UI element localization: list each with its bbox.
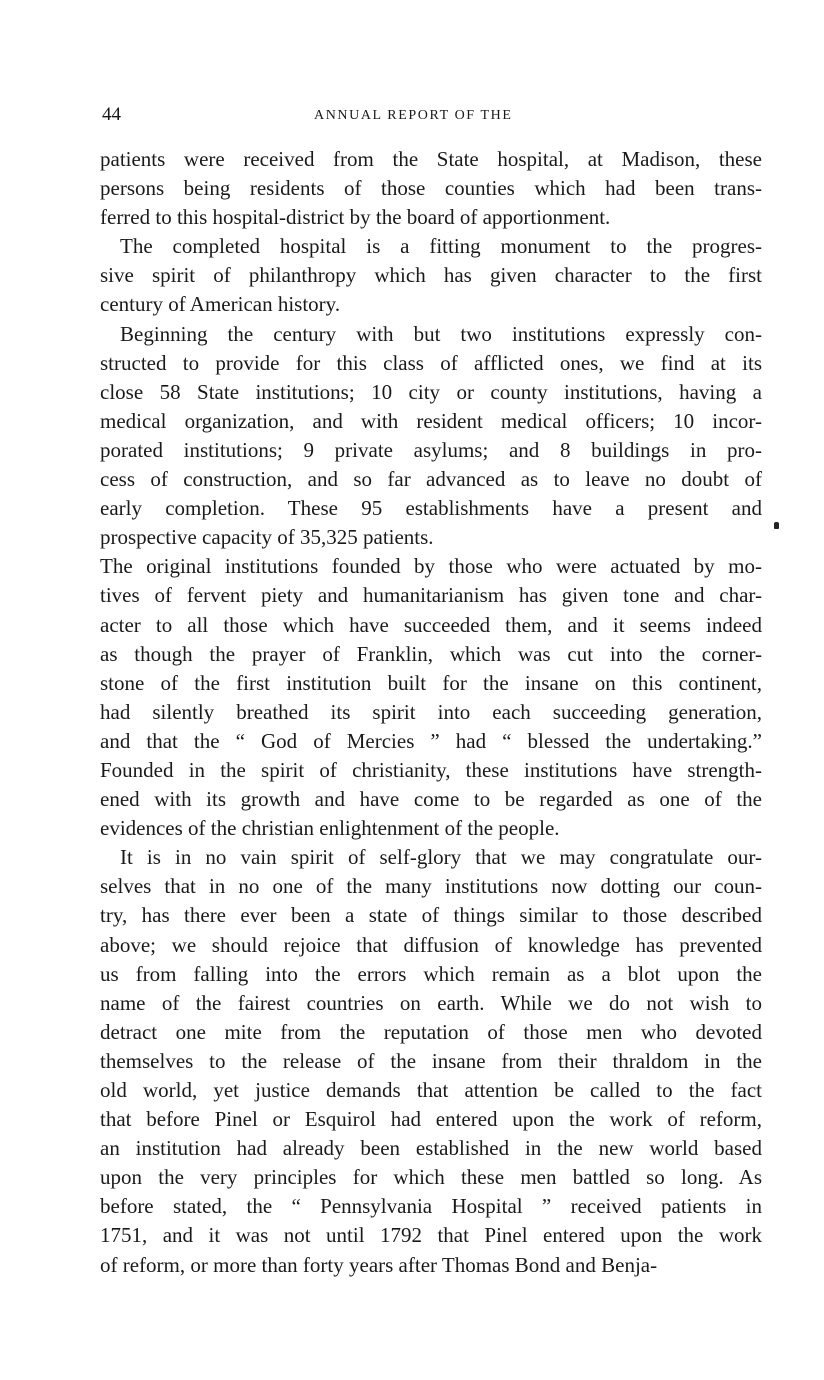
text-line: that before Pinel or Esquirol had entered upon the work of reform, — [100, 1107, 762, 1132]
text-line: Founded in the spirit of christianity, these institutions have strength- — [100, 757, 762, 782]
text-line: early completion. These 95 establishments have a present and — [100, 496, 762, 521]
text-line: ferred to this hospital-district by the board of apportionment. — [100, 205, 611, 230]
text-line: cess of construction, and so far advanced as to leave no doubt of — [100, 467, 762, 492]
text-line: an institution had already been established in the new world based — [100, 1136, 762, 1161]
text-line: us from falling into the errors which remain as a blot upon the — [100, 961, 762, 986]
page-header — [102, 100, 762, 130]
text-line: old world, yet justice demands that attention be called to the fact — [100, 1078, 762, 1102]
text-line: try, has there ever been a state of things similar to those described — [100, 903, 762, 928]
text-line: had silently breathed its spirit into each succeeding generation, — [100, 699, 762, 724]
text-line: 1751, and it was not until 1792 that Pinel entered upon the work — [100, 1223, 762, 1248]
text-line: selves that in no one of the many institutions now dotting our coun- — [100, 874, 762, 899]
text-line: prospective capacity of 35,325 patients. — [100, 525, 434, 550]
text-line: Beginning the century with but two institutions expressly con- — [120, 321, 762, 346]
text-line: detract one mite from the reputation of those men who devoted — [100, 1019, 762, 1044]
stray-ink-mark — [774, 522, 779, 529]
text-line: ened with its growth and have come to be regarded as one of the — [100, 787, 762, 812]
text-line: century of American history. — [100, 292, 341, 317]
text-line: themselves to the release of the insane from their thraldom in the — [100, 1048, 762, 1073]
text-line: The original institutions founded by those who were actuated by mo- — [100, 554, 762, 579]
running-head: ANNUAL REPORT OF THE — [314, 108, 513, 123]
paragraph — [100, 145, 762, 232]
paragraph — [100, 552, 762, 843]
text-line: sive spirit of philanthropy which has given character to the first — [100, 263, 762, 288]
text-line: It is in no vain spirit of self-glory that we may congratulate our- — [120, 845, 762, 870]
paragraph — [100, 843, 762, 1279]
text-line: persons being residents of those counties which had been trans- — [100, 176, 762, 201]
page-number: 44 — [102, 104, 121, 125]
text-line: tives of fervent piety and humanitarianism has given tone and char- — [100, 583, 762, 608]
text-line: of reform, or more than forty years after Thomas Bond and Benja- — [100, 1252, 658, 1277]
text-line: stone of the first institution built for the insane on this continent, — [100, 670, 762, 695]
text-line: name of the fairest countries on earth. While we do not wish to — [100, 990, 762, 1015]
text-line: as though the prayer of Franklin, which was cut into the corner- — [100, 641, 762, 666]
text-line: above; we should rejoice that diffusion of knowledge has prevented — [100, 932, 762, 957]
text-line: patients were received from the State hospital, at Madison, these — [100, 147, 762, 171]
text-line: The completed hospital is a fitting monument to the progres- — [120, 234, 762, 259]
text-line: close 58 State institutions; 10 city or county institutions, having a — [100, 379, 762, 404]
text-line: and that the “ God of Mercies ” had “ blessed the undertaking.” — [100, 728, 762, 753]
text-line: acter to all those which have succeeded them, and it seems indeed — [100, 612, 762, 637]
paragraph — [100, 320, 762, 553]
text-line: before stated, the “ Pennsylvania Hospital ” received patients in — [100, 1194, 762, 1219]
text-line: medical organization, and with resident medical officers; 10 incor- — [100, 408, 762, 433]
body-text — [100, 145, 762, 1280]
text-line: evidences of the christian enlightenment of the people. — [100, 816, 560, 841]
paragraph — [100, 232, 762, 319]
text-line: structed to provide for this class of afflicted ones, we find at its — [100, 350, 762, 375]
text-line: porated institutions; 9 private asylums; and 8 buildings in pro- — [100, 437, 762, 462]
text-line: upon the very principles for which these men battled so long. As — [100, 1165, 762, 1190]
